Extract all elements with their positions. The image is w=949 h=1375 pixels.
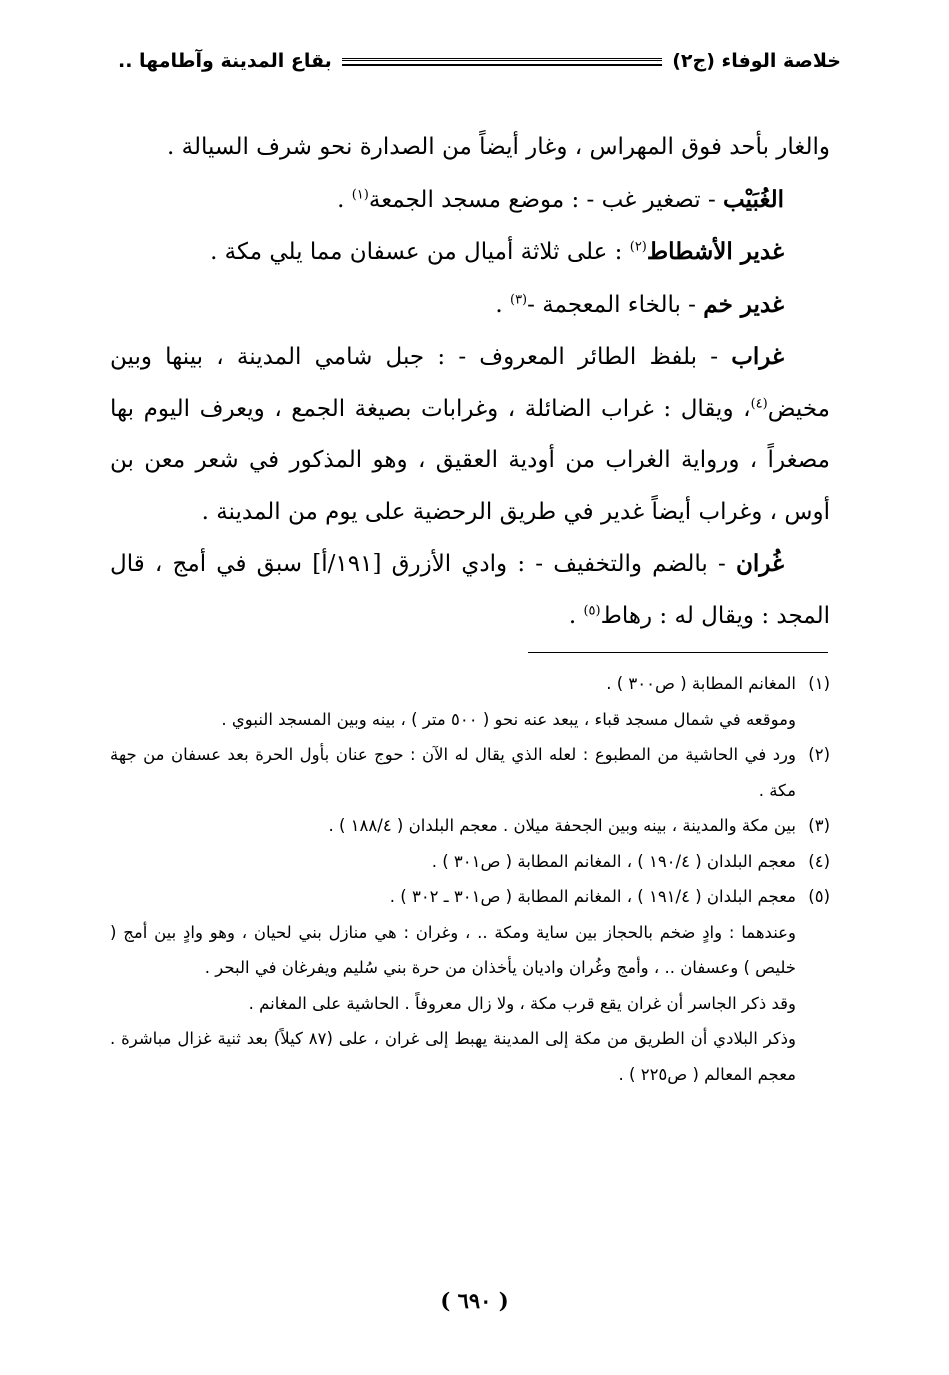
footnote-separator — [528, 652, 828, 653]
header-chapter-title: بقاع المدينة وآطامها .. — [118, 50, 332, 72]
entry-ghadir-al-ashtat — [110, 226, 830, 279]
footnote-4 — [110, 844, 830, 880]
running-header — [118, 44, 841, 78]
entry-term: غراب — [731, 343, 784, 370]
footnote-line: ورد في الحاشية من المطبوع : لعله الذي يقال له الآن : حوج عنان بأول الحرة بعد عسفان من جهة مكة . — [110, 745, 796, 800]
footnote-number: (٢) — [808, 745, 830, 764]
footnote-ref[interactable]: (٥) — [583, 602, 601, 618]
entry-end: . — [337, 186, 352, 213]
header-book-title: خلاصة الوفاء (ج٢) — [672, 50, 841, 72]
footnote-line: بين مكة والمدينة ، بينه وبين الجحفة ميلان . معجم البلدان ( ١٨٨/٤ ) . — [328, 816, 796, 835]
entry-text: : على ثلاثة أميال من عسفان مما يلي مكة . — [210, 239, 630, 265]
footnote-1 — [110, 666, 830, 737]
page-number: ( ٦٩٠ ) — [440, 1288, 509, 1313]
footnote-3 — [110, 808, 830, 844]
entry-text: - بلفظ الطائر المعروف - : جبل شامي المدينة ، بينها وبين مخيض — [110, 344, 830, 422]
entry-term: الغُبَيْب — [723, 185, 784, 213]
footnote-number: (١) — [808, 674, 830, 693]
entry-term: غدير الأشطاط — [646, 238, 784, 265]
entry-ghurab — [110, 331, 830, 538]
footnote-number: (٥) — [808, 887, 830, 906]
entry-text-continued: ، ويقال : غراب الضائلة ، وغرابات بصيغة الجمع ، ويعرف اليوم بها مصغراً ، ورواية الغراب من أودية العقيق ، وهو المذكور في شعر معن بن أوس ، وغراب أيضاً غدير في طريق الرحضية على يوم من المدينة . — [110, 395, 830, 525]
footnotes — [110, 666, 830, 1092]
entry-ghubayb — [110, 174, 830, 227]
entry-term: غُران — [736, 550, 784, 577]
footnote-line: معجم البلدان ( ١٩١/٤ ) ، المغانم المطابة ( ص٣٠١ ـ ٣٠٢ ) . — [389, 887, 796, 906]
entry-ghuran — [110, 538, 830, 642]
text-line — [110, 122, 830, 174]
entry-end: . — [495, 291, 510, 318]
footnote-2 — [110, 737, 830, 808]
main-text — [110, 122, 830, 642]
footnote-ref[interactable]: (٣) — [509, 291, 528, 307]
entry-text: - بالخاء المعجمة - — [527, 291, 704, 318]
entry-text: - تصغير غب - : موضع مسجد الجمعة — [368, 186, 724, 213]
footnote-number: (٣) — [808, 816, 830, 835]
footnote-number: (٤) — [808, 851, 830, 871]
footnote-5 — [110, 879, 830, 1092]
footnote-ref[interactable]: (٢) — [629, 239, 647, 255]
entry-term: غدير خم — [703, 290, 784, 318]
footnote-line: المغانم المطابة ( ص٣٠٠ ) . — [606, 674, 796, 693]
entry-text: - بالضم والتخفيف - : وادي الأزرق [١٩١/أ] سبق في أمج ، قال المجد : ويقال له : رهاط — [110, 551, 830, 629]
footnote-ref[interactable]: (١) — [351, 186, 369, 202]
footnote-line: وموقعه في شمال مسجد قباء ، يبعد عنه نحو ( ٥٠٠ متر ) ، بينه وبين المسجد النبوي . — [221, 709, 796, 729]
footnote-line: وذكر البلادي أن الطريق من مكة إلى المدينة يهبط إلى غران ، على (٨٧ كيلاً) بعد ثنية غزال مباشرة . معجم المعالم ( ص٢٢٥ ) . — [110, 1029, 796, 1084]
footnote-line: معجم البلدان ( ١٩٠/٤ ) ، المغانم المطابة ( ص٣٠١ ) . — [431, 851, 796, 871]
entry-ghadir-khumm — [110, 279, 830, 332]
footnote-ref[interactable]: (٤) — [750, 395, 768, 411]
entry-end: . — [568, 602, 584, 629]
text-span: والغار بأحد فوق المهراس ، وغار أيضاً من الصدارة نحو شرف السيالة . — [167, 134, 830, 160]
footnote-line: وقد ذكر الجاسر أن غران يقع قرب مكة ، ولا زال معروفاً . الحاشية على المغانم . — [248, 993, 796, 1013]
header-rule — [342, 58, 662, 64]
footnote-line: وعندهما : وادٍ ضخم بالحجاز بين ساية ومكة .. ، وغران : هي منازل بني لحيان ، وهو وادٍ بين أمج ( خليص ) وعسفان .. ، وأمج وغُران واديان يأخذان من حرة بني سُليم ويفرغان في البحر . — [110, 922, 796, 977]
